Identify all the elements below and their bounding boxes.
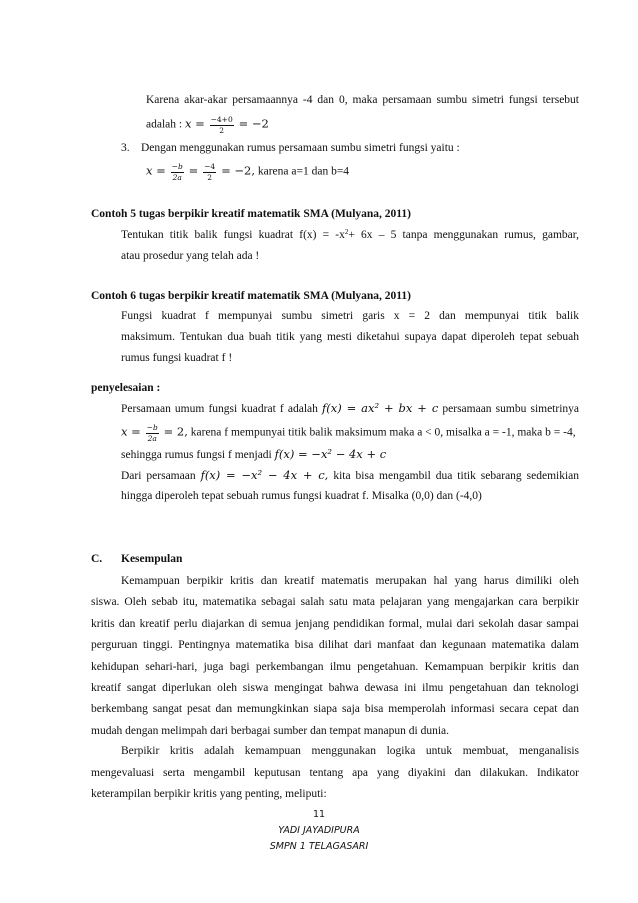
contoh-6-line-2: maksimum. Tentukan dua buah titik yang mesti diketahui supaya dapat diperoleh tepat sebuah — [121, 331, 579, 343]
item-3-number: 3. — [121, 142, 130, 154]
footer-school: SMPN 1 TELAGASARI — [269, 841, 369, 852]
formula-lhs: x = — [146, 163, 166, 178]
paragraph-line: kreatif sangat diperlukan oleh siswa mengingat bahwa dewasa ini ilmu pengetahuan dan teknologi — [91, 682, 579, 694]
solution-text: persamaan sumbu simetrinya — [442, 403, 580, 415]
formula-lhs: x = — [184, 116, 205, 131]
fraction-denominator: 2a — [172, 172, 182, 182]
symmetry-formula — [146, 163, 349, 181]
adalah-line — [146, 116, 269, 134]
paragraph-line: Kemampuan berpikir kritis dan kreatif matematis merupakan hal yang harus dimiliki oleh — [121, 575, 579, 587]
penyelesaian-line-1 — [121, 403, 579, 416]
solution-text: kita bisa mengambil dua titik sebarang sedemikian — [333, 470, 580, 482]
general-quadratic-formula: f(x) = ax² + bx + c — [322, 401, 439, 415]
fraction-numerator: −b — [146, 423, 158, 432]
formula-rhs: = 2, — [163, 424, 188, 439]
paragraph-line: berkembang sangat pesat dan memungkinkan siapa saja bisa memperolah informasi secara cepat dan — [91, 703, 579, 716]
paragraph-line: mudah dengan melimpah dari berbagai sumber dan tempat manapun di dunia. — [91, 724, 449, 737]
fraction-values — [203, 163, 216, 181]
solution-text: karena f mempunyai titik balik maksimum maka a < 0, misalka a = -1, maka b = -4, — [190, 426, 576, 439]
paragraph-line: kehidupan sehari-hari, juga bagi perkembangan ilmu pengetahuan. Kemampuan berpikir kritis dan — [91, 660, 579, 673]
roots-text: Karena akar-akar persamaannya -4 dan 0, maka persamaan sumbu simetri fungsi tersebut — [146, 94, 579, 106]
contoh-5-text-b: + 6x – 5 tanpa menggunakan rumus, gambar, — [348, 229, 580, 241]
fraction-numerator: −4+0 — [210, 115, 233, 124]
contoh-5-line-1 — [121, 230, 579, 242]
adalah-label: adalah : — [146, 118, 183, 131]
solution-text: Dari persamaan — [121, 470, 196, 482]
formula-rhs: = −2 — [238, 116, 269, 131]
paragraph-line: kritis dan kreatif perlu diajarkan di semua jenjang pendidikan formal, mulai dari sekolah dasar sampai — [91, 617, 579, 630]
fraction-denominator: 2 — [219, 125, 225, 135]
fraction-b-over-2a — [146, 424, 159, 442]
solution-text: sehingga rumus fungsi f menjadi — [121, 449, 272, 461]
paragraph-line: Berpikir kritis adalah kemampuan menggunakan logika untuk membuat, menganalisis — [121, 745, 579, 757]
contoh-5-heading: Contoh 5 tugas berpikir kreatif matematik SMA (Mulyana, 2011) — [91, 208, 411, 220]
paragraph-line: keterampilan berpikir kritis yang penting, meliputi: — [91, 788, 327, 800]
section-label: C. — [91, 553, 103, 565]
contoh-6-line-3: rumus fungsi kuadrat f ! — [121, 352, 233, 364]
paragraph-line: siswa. Oleh sebab itu, matematika sebagai salah satu mata pelajaran yang mengajarkan cara berpikir — [91, 596, 579, 609]
fraction-denominator: 2 — [207, 172, 213, 182]
penyelesaian-line-3 — [121, 449, 386, 462]
penyelesaian-line-5: hingga diperoleh tepat sebuah rumus fungsi kuadrat f. Misalka (0,0) dan (-4,0) — [121, 490, 482, 502]
fraction-numerator: −b — [171, 162, 183, 171]
paragraph-line: mengevaluasi serta mengambil keputusan tentang apa yang diyakini dan dilakukan. Indikator — [91, 766, 579, 779]
penyelesaian-heading: penyelesaian : — [91, 382, 161, 394]
fraction-denominator: 2a — [147, 433, 157, 443]
penyelesaian-line-4 — [121, 470, 579, 483]
quadratic-formula: f(x) = −x² − 4x + c, — [200, 468, 329, 482]
fraction-roots — [210, 116, 234, 134]
formula-note: karena a=1 dan b=4 — [257, 165, 350, 178]
quadratic-formula: f(x) = −x² − 4x + c — [274, 447, 387, 461]
contoh-6-line-1: Fungsi kuadrat f mempunyai sumbu simetri garis x = 2 dan mempunyai titik balik — [121, 310, 579, 322]
page-number: 11 — [312, 809, 326, 820]
contoh-5-line-2: atau prosedur yang telah ada ! — [121, 250, 260, 262]
solution-text: Persamaan umum fungsi kuadrat f adalah — [121, 403, 318, 415]
superscript-2: 2 — [344, 228, 349, 236]
formula-rhs: = −2, — [221, 163, 255, 178]
section-title: Kesempulan — [121, 553, 183, 565]
penyelesaian-line-2 — [121, 424, 576, 442]
contoh-6-heading: Contoh 6 tugas berpikir kreatif matematik SMA (Mulyana, 2011) — [91, 290, 411, 302]
fraction-b-over-2a — [171, 163, 184, 181]
equals-sign: = — [188, 163, 199, 178]
fraction-numerator: −4 — [204, 162, 216, 171]
contoh-5-text-a: Tentukan titik balik fungsi kuadrat f(x) = -x — [121, 229, 345, 241]
footer-author: YADI JAYADIPURA — [278, 825, 360, 836]
formula-lhs: x = — [121, 424, 141, 439]
paragraph-line: perguruan tinggi. Pentingnya matematika bisa dilihat dari manfaat dan kegunaan matematika dalam — [91, 639, 579, 652]
item-3-text: Dengan menggunakan rumus persamaan sumbu simetri fungsi yaitu : — [141, 142, 460, 154]
